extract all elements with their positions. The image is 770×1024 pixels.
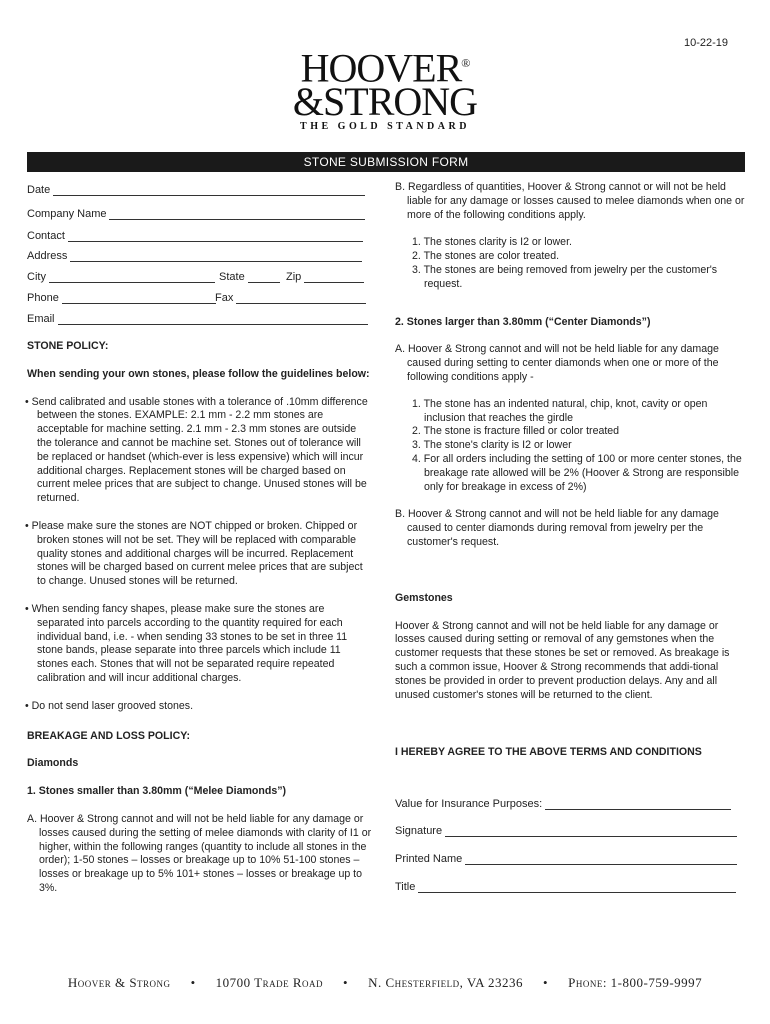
list-item: 3. The stone's clarity is I2 or lower [412, 439, 572, 452]
small-stones-b: B. Regardless of quantities, Hoover & Strong cannot or will not be held liable for any damage or losses caused to melee diamonds when one or more of the following conditions apply. [395, 181, 745, 221]
policy-bullet: • Send calibrated and usable stones with a tolerance of .10mm difference between the stones. EXAMPLE: 2.1 mm - 2.2 mm stones are acceptable for machine setting. 2.1 mm - 2.3 mm stones are outside the tolerance and cannot be machine set. Stones out of tolerance will be replaced or handset (which-ever is less expensive) which will incur additional charges. Replacement stones will be charged based on current melee prices that are subject to change. Unused stones will be returned. [25, 395, 368, 505]
list-item: 4. For all orders including the setting of 100 or more center stones, the breakage rate allowed will be 2% (Hoover & Strong are responsible only for breakage in excess of 2%) [412, 452, 742, 493]
small-stones-a: A. Hoover & Strong cannot and will not be held liable for any damage or losses caused during the setting of melee diamonds with clarity of I1 or higher, within the following ranges (quantity to include all stones in the order); 1-50 stones – losses or breakage up to 10% 51-100 stones – losses or breakage up to 5% 101+ stones – losses or breakage up to 3%. [27, 812, 372, 894]
right-column [395, 181, 745, 760]
list-item: 1. The stone has an indented natural, chip, knot, cavity or open inclusion that reaches the girdle [412, 397, 708, 424]
state-field[interactable]: State [219, 271, 280, 283]
breakage-heading: BREAKAGE AND LOSS POLICY: [27, 729, 191, 742]
footer-company: Hoover & Strong [67, 975, 171, 990]
form-date: 10-22-19 [683, 37, 728, 49]
gemstones-heading: Gemstones [395, 591, 453, 604]
logo-line-1: HOOVER® [300, 45, 470, 91]
phone-field[interactable]: Phone [27, 292, 216, 304]
footer-address: 10700 Trade Road [215, 975, 323, 990]
footer-city: N. Chesterfield, VA 23236 [368, 975, 524, 990]
stone-policy-heading: STONE POLICY: [27, 340, 109, 352]
list-item: 3. The stones are being removed from jewelry per the customer's request. [412, 263, 718, 290]
large-stones-heading: 2. Stones larger than 3.80mm (“Center Diamonds”) [395, 315, 651, 328]
large-stones-a: A. Hoover & Strong cannot and will not be held liable for any damage caused during setting to center diamonds when one or more of the following conditions apply - [395, 343, 719, 383]
list-item: 2. The stones are color treated. [412, 250, 560, 263]
agreement-heading: I HEREBY AGREE TO THE ABOVE TERMS AND CONDITIONS [395, 746, 702, 759]
logo-line-2: &STRONG [292, 79, 478, 125]
signature-field[interactable]: Signature [395, 825, 737, 837]
fax-field[interactable]: Fax [215, 292, 366, 304]
policy-bullet: • Please make sure the stones are NOT chipped or broken. Chipped or broken stones will not be set. They will be replaced with comparable quality stones and additional charges will be incurred. Replacement stones will be charged based on current melee prices that are subject to change. Unused stones will be returned. [25, 519, 363, 588]
address-field[interactable]: Address [27, 250, 362, 262]
title-field[interactable]: Title [395, 881, 736, 893]
list-item: 2. The stone is fracture filled or color treated [412, 425, 620, 438]
gemstones-text: Hoover & Strong cannot and will not be held liable for any damage or losses caused during setting or removal of any gemstones when the customer requests that these stones be set or removed. As breakage is such a common issue, Hoover & Strong recommends that addi-tional stones be provided in order to prevent production delays. Any and all unused customer's stones will be returned to the client. [395, 619, 730, 701]
hoover-strong-logo [0, 46, 770, 132]
small-stones-heading: 1. Stones smaller than 3.80mm (“Melee Diamonds”) [27, 785, 287, 798]
policy-bullet: • When sending fancy shapes, please make sure the stones are separated into parcels according to the quantity required for each individual band, i.e. - when sending 33 stones to be set in three 11 stone bands, please separate into three parcels which include 11 stones each. Stones that will not be separated require repeated calibration and will incur additional charges. [25, 602, 348, 684]
city-field[interactable]: City [27, 271, 215, 283]
date-field[interactable]: Date [27, 184, 365, 196]
policy-bullet: • Do not send laser grooved stones. [25, 699, 194, 712]
zip-field[interactable]: Zip [286, 271, 364, 283]
list-item: 1. The stones clarity is I2 or lower. [412, 236, 572, 249]
small-stones-b-list [395, 236, 745, 291]
insurance-value-field[interactable]: Value for Insurance Purposes: [395, 798, 731, 810]
printed-name-field[interactable]: Printed Name [395, 853, 737, 865]
stone-policy-intro: When sending your own stones, please follow the guidelines below: [27, 367, 370, 380]
diamonds-heading: Diamonds [27, 757, 79, 770]
footer-phone: Phone: 1-800-759-9997 [568, 975, 703, 990]
email-field[interactable]: Email [27, 313, 368, 325]
form-title-banner: STONE SUBMISSION FORM [27, 152, 745, 172]
left-column [27, 340, 372, 896]
large-stones-b: B. Hoover & Strong cannot and will not be held liable for any damage caused to center diamonds during removal from jewelry per the customer's request. [395, 508, 719, 548]
contact-field[interactable]: Contact [27, 230, 363, 242]
large-stones-a-list [395, 398, 745, 495]
footer: Hoover & Strong • 10700 Trade Road • N. Chesterfield, VA 23236 • Phone: 1-800-759-9997 [67, 975, 703, 990]
logo-tagline: THE GOLD STANDARD [300, 121, 470, 133]
company-name-field[interactable]: Company Name [27, 208, 365, 220]
